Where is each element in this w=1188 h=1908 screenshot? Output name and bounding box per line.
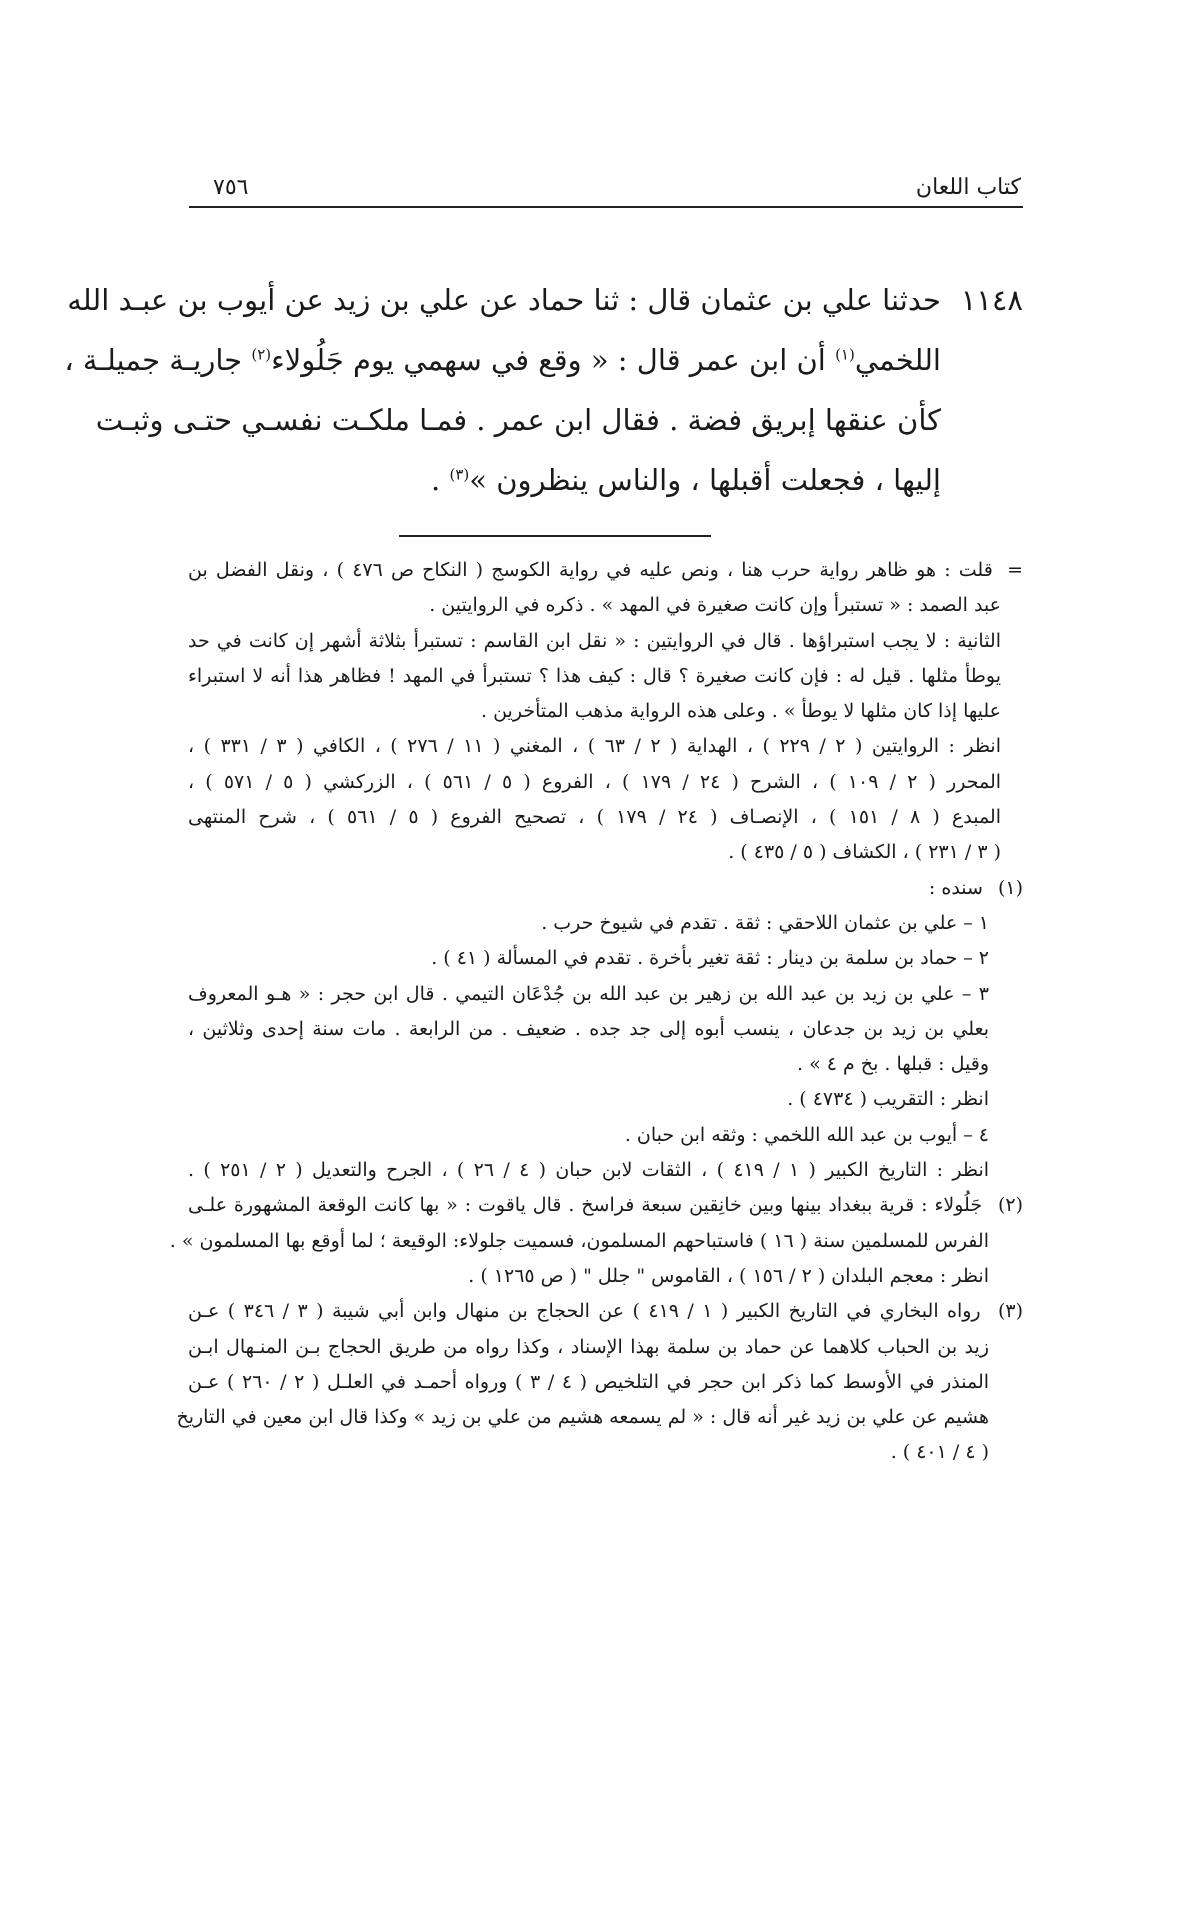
continued-note [188, 553, 1023, 871]
note-line-text: رواه البخاري في التاريخ الكبير ( ١ / ٤١٩ ) عن الحجاج بن منهال وابن أبي شيبة ( ٣ / ٣٤٦ ) عـن [188, 1300, 981, 1323]
note-line: انظر : التقريب ( ٤٧٣٤ ) . [787, 1088, 989, 1111]
hadith-line-text: جاريـة جميلـة ، [64, 343, 243, 377]
hadith-line [188, 450, 941, 510]
hadith-number: ١١٤٨ [960, 283, 1023, 317]
note-line-text: قلت : هو ظاهر رواية حرب هنا ، ونص عليه في رواية الكوسج ( النكاح ص ٤٧٦ ) ، ونقل الفضل بن [188, 559, 993, 581]
footnotes [169, 553, 1024, 1471]
note-line: عليها إذا كان مثلها لا يوطأ » . وعلى هذه الرواية مذهب المتأخرين . [481, 700, 1001, 723]
note-line: هشيم عن علي بن زيد غير أنه قال : « لم يسمعه هشيم من علي بن زيد » وكذا قال ابن معين في التاريخ [176, 1406, 989, 1429]
footnote-marker: (١) [997, 876, 1023, 899]
note-line: المنذر في الأوسط كما ذكر ابن حجر في التلخيص ( ٤ / ٣ ) ورواه أحمـد في العلـل ( ٢ / ٢٦٠ ) عـن [188, 1370, 990, 1393]
footnote-ref-3: (٣) [449, 465, 470, 484]
note-line: الثانية : لا يجب استبراؤها . قال في الروايتين : « نقل ابن القاسم : تستبرأ بثلاثة أشهر إن كانت في حد [188, 629, 1001, 652]
note-line [188, 1294, 1023, 1329]
note-line-text: سنده : [928, 876, 983, 899]
note-line: عبد الصمد : « تستبرأ وإن كانت صغيرة في المهد » . ذكره في الروايتين . [429, 594, 1001, 617]
hadith-line-text: حدثنا علي بن عثمان قال : ثنا حماد عن علي بن زيد عن أيوب بن عبـد الله [67, 283, 941, 317]
page-header [189, 166, 1023, 208]
note-line: المحرر ( ٢ / ١٠٩ ) ، الشرح ( ٢٤ / ١٧٩ ) ، الفروع ( ٥ / ٥٦١ ) ، الزركشي ( ٥ / ٥٧١ ) ، [188, 770, 1002, 793]
footnote-ref-2: (٢) [251, 345, 272, 364]
note-line [188, 553, 1023, 588]
footnote-2 [169, 1188, 1023, 1294]
footnote-marker: (٣) [997, 1300, 1024, 1323]
note-line: انظر : معجم البلدان ( ٢ / ١٥٦ ) ، القاموس " جلل " ( ص ١٢٦٥ ) . [468, 1264, 989, 1287]
hadith-line-text: . [431, 463, 441, 497]
note-line: انظر : الروايتين ( ٢ / ٢٢٩ ) ، الهداية ( ٢ / ٦٣ ) ، المغني ( ١١ / ٢٧٦ ) ، الكافي ( ٣ / ٣٣١ ) ، [188, 735, 1002, 758]
hadith-line-text: إليها ، فجعلت أقبلها ، والناس ينظرون » [469, 463, 941, 497]
continuation-mark: = [1007, 559, 1023, 581]
note-line: ٢ – حماد بن سلمة بن دينار : ثقة تغير بأخرة . تقدم في المسألة ( ٤١ ) . [431, 947, 989, 970]
note-line: ( ٣ / ٢٣١ ) ، الكشاف ( ٥ / ٤٣٥ ) . [728, 841, 1001, 864]
note-line: زيد بن الحباب كلاهما عن حماد بن سلمة بهذا الإسناد ، وكذا رواه من طريق الحجاج بـن المنـهال ابـن [188, 1335, 989, 1358]
note-line: الفرس للمسلمين سنة ( ١٦ ) فاستباحهم المسلمون، فسميت جلولاء: الوقيعة ؛ لما أوقع بها المسلمون » . [169, 1229, 989, 1252]
footnote-marker: (٢) [997, 1194, 1023, 1217]
hadith-line [67, 270, 941, 330]
note-line: المبدع ( ٨ / ١٥١ ) ، الإنصـاف ( ٢٤ / ١٧٩ ) ، تصحيح الفروع ( ٥ / ٥٦١ ) ، شرح المنتهى [188, 806, 1001, 829]
running-title: كتاب اللعان [915, 175, 1021, 200]
hadith-line-text: كأن عنقها إبريق فضة . فقال ابن عمر . فمـا ملكـت نفسـي حتـى وثبـت [95, 403, 941, 437]
footnote-separator [399, 535, 711, 537]
note-line: بعلي بن زيد بن جدعان ، ينسب أبوه إلى جد جده . ضعيف . من الرابعة . مات سنة إحدى وثلاثين ، [188, 1017, 989, 1040]
hadith-line-text: أن ابن عمر قال : « وقع في سهمي يوم جَلُولاء [271, 343, 826, 377]
footnote-1 [188, 871, 1023, 1189]
note-line: ١ – علي بن عثمان اللاحقي : ثقة . تقدم في شيوخ حرب . [541, 911, 989, 934]
note-line: ٣ – علي بن زيد بن عبد الله بن زهير بن عبد الله بن جُدْعَان التيمي . قال ابن حجر : « هـو المعروف [188, 982, 989, 1005]
note-line: وقيل : قبلها . بخ م ٤ » . [797, 1053, 989, 1076]
hadith-line [95, 390, 941, 450]
note-line: انظر : التاريخ الكبير ( ١ / ٤١٩ ) ، الثقات لابن حبان ( ٤ / ٢٦ ) ، الجرح والتعديل ( ٢ / ٢٥١ ) . [188, 1159, 990, 1182]
note-line: ٤ – أيوب بن عبد الله اللخمي : وثقه ابن حبان . [624, 1123, 989, 1146]
hadith-line [64, 330, 941, 390]
page-number: ٧٥٦ [213, 175, 249, 200]
hadith-line-text: اللخمي [854, 343, 941, 377]
note-line: ( ٤ / ٤٠١ ) . [890, 1441, 989, 1464]
footnote-3 [176, 1294, 1024, 1470]
footnote-ref-1: (١) [835, 345, 855, 364]
hadith-text [64, 270, 1023, 510]
note-line [188, 1188, 1023, 1223]
note-line-text: جَلُولاء : قرية ببغداد بينها وبين خانِقين سبعة فراسخ . قال ياقوت : « بها كانت الوقعة المشهورة علـى [188, 1194, 983, 1217]
note-line [188, 871, 1023, 906]
note-line: يوطأ مثلها . قيل له : فإن كانت صغيرة ؟ قال : كيف هذا ؟ تستبرأ في المهد ! فظاهر هذا أنه لا استبراء [188, 664, 1001, 687]
